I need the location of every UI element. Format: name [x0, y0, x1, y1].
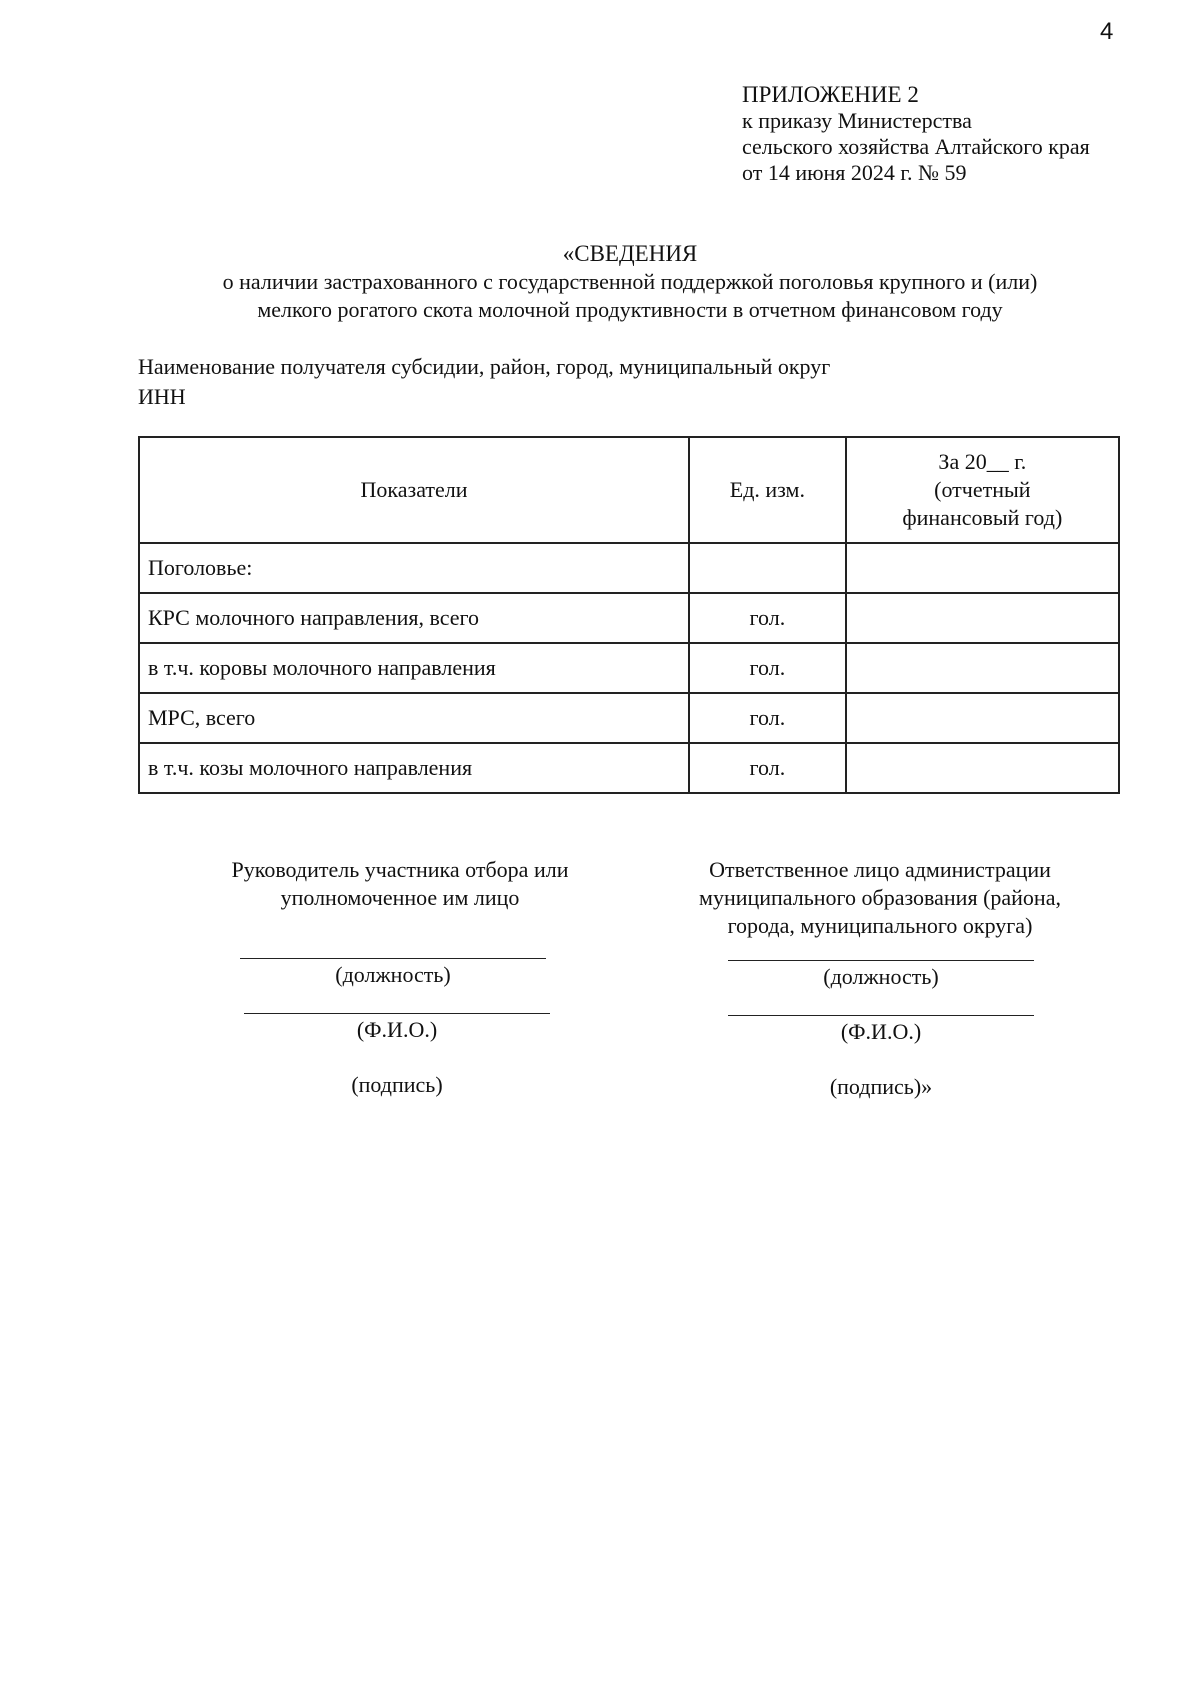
row-unit: [689, 543, 846, 593]
recipient-block: [138, 352, 830, 412]
signature-title-line: уполномоченное им лицо: [280, 885, 520, 910]
appendix-heading: ПРИЛОЖЕНИЕ 2: [742, 82, 919, 107]
row-value[interactable]: [846, 543, 1119, 593]
inn-label: ИНН: [138, 384, 186, 409]
indicators-table: [138, 436, 1120, 794]
left-fio-label: (Ф.И.О.): [356, 1017, 438, 1042]
appendix-line: сельского хозяйства Алтайского края: [742, 134, 1090, 159]
row-unit: гол.: [689, 643, 846, 693]
table-row: [139, 693, 1119, 743]
row-value[interactable]: [846, 643, 1119, 693]
right-fio-label: (Ф.И.О.): [840, 1019, 922, 1044]
appendix-block: [742, 82, 1090, 186]
row-unit: гол.: [689, 593, 846, 643]
table-row: [139, 743, 1119, 793]
signature-title-line: Руководитель участника отбора или: [231, 857, 569, 882]
table-row: [139, 543, 1119, 593]
document-title: [160, 240, 1100, 324]
row-label: в т.ч. коровы молочного направления: [139, 643, 689, 693]
signature-title-line: Ответственное лицо администрации: [709, 857, 1051, 882]
right-signature-label: (подпись)»: [829, 1074, 933, 1099]
right-position-line[interactable]: [728, 960, 1034, 961]
appendix-line: от 14 июня 2024 г. № 59: [742, 160, 967, 185]
row-value[interactable]: [846, 693, 1119, 743]
signature-title-line: муниципального образования (района,: [699, 885, 1061, 910]
right-signature-title: [660, 856, 1100, 940]
header-indicators: Показатели: [139, 437, 689, 543]
signature-title-line: города, муниципального округа): [727, 913, 1033, 938]
row-label: Поголовье:: [139, 543, 689, 593]
recipient-name-label: Наименование получателя субсидии, район, город, муниципальный округ: [138, 354, 831, 379]
row-unit: гол.: [689, 743, 846, 793]
table-header-row: [139, 437, 1119, 543]
row-value[interactable]: [846, 593, 1119, 643]
title-line: о наличии застрахованного с государственной поддержкой поголовья крупного и (или): [222, 269, 1038, 294]
appendix-line: к приказу Министерства: [742, 108, 972, 133]
table-row: [139, 593, 1119, 643]
left-position-label: (должность): [335, 962, 451, 987]
left-fio-line[interactable]: [244, 1013, 550, 1014]
page-number: 4: [1100, 18, 1114, 45]
row-value[interactable]: [846, 743, 1119, 793]
row-label: КРС молочного направления, всего: [139, 593, 689, 643]
header-period: [846, 437, 1119, 543]
header-period-line: За 20__ г.: [938, 449, 1027, 474]
left-position-line[interactable]: [240, 958, 546, 959]
row-label: МРС, всего: [139, 693, 689, 743]
header-period-line: (отчетный: [934, 477, 1031, 502]
row-unit: гол.: [689, 693, 846, 743]
right-fio-line[interactable]: [728, 1015, 1034, 1016]
left-signature-title: [190, 856, 610, 912]
title-line: мелкого рогатого скота молочной продуктивности в отчетном финансовом году: [257, 297, 1003, 322]
right-position-label: (должность): [823, 964, 939, 989]
title-main: «СВЕДЕНИЯ: [562, 241, 698, 266]
header-period-line: финансовый год): [902, 505, 1063, 530]
left-signature-label: (подпись): [351, 1072, 443, 1097]
header-unit: Ед. изм.: [689, 437, 846, 543]
table-row: [139, 643, 1119, 693]
row-label: в т.ч. козы молочного направления: [139, 743, 689, 793]
